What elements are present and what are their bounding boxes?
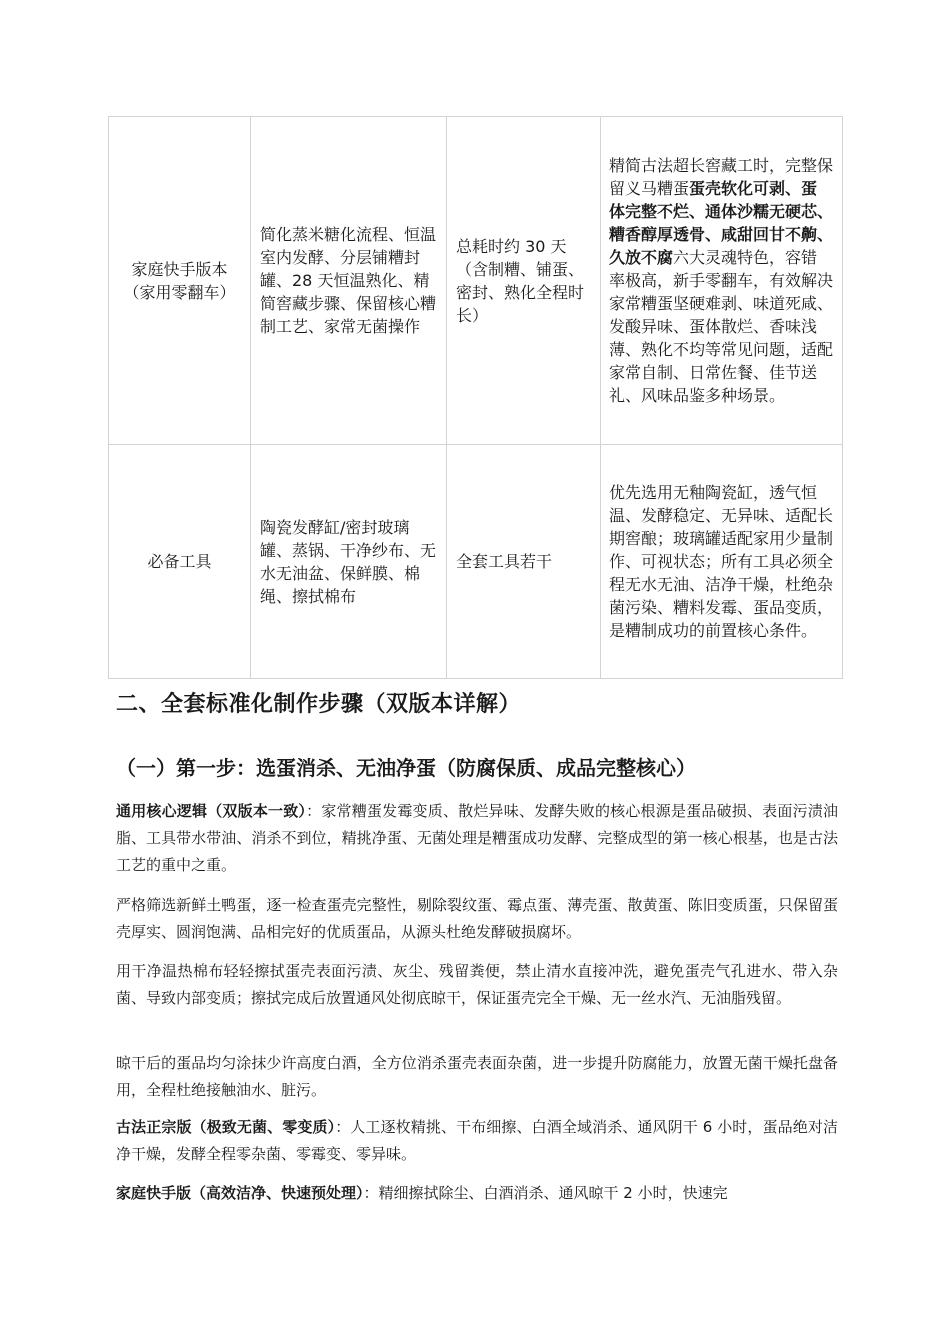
paragraph [116, 958, 838, 1012]
time-cell: 全套工具若干 [447, 445, 601, 679]
subsection-heading: （一）第一步：选蛋消杀、无油净蛋（防腐保质、成品完整核心） [116, 756, 696, 780]
table-row [109, 445, 843, 679]
row-label-cell: 家庭快手版本（家用零翻车） [109, 117, 251, 445]
process-cell: 陶瓷发酵缸/密封玻璃罐、蒸锅、干净纱布、无水无油盆、保鲜膜、棉绳、擦拭棉布 [251, 445, 447, 679]
paragraph-text: ：精细擦拭除尘、白酒消杀、通风晾干 2 小时，快速完 [363, 1184, 728, 1202]
paragraph [116, 1114, 838, 1168]
paragraph-text: ：家常糟蛋发霉变质、散烂异味、发酵失败的核心根源是蛋品破损、表面污渍油脂、工具带水带油、消杀不到位，精挑净蛋、无菌处理是糟蛋成功发酵、完整成型的第一核心根基，也是古法工艺的重中之重。 [116, 802, 838, 874]
paragraph-lead: 家庭快手版（高效洁净、快速预处理） [116, 1184, 364, 1202]
version-spec-table [108, 116, 843, 679]
row-label-cell: 必备工具 [109, 445, 251, 679]
paragraph [116, 1180, 838, 1207]
description-cell [601, 117, 843, 445]
paragraph-lead: 古法正宗版（极致无菌、零变质） [116, 1118, 336, 1136]
section-heading: 二、全套标准化制作步骤（双版本详解） [116, 692, 522, 717]
paragraph [116, 798, 838, 879]
description-text: 精简古法超长窖藏工时，完整保留义马糟蛋 [609, 156, 834, 198]
process-cell: 简化蒸米糖化流程、恒温室内发酵、分层铺糟封罐、28 天恒温熟化、精简窖藏步骤、保留核心糟制工艺、家常无菌操作 [251, 117, 447, 445]
paragraph-text: ：人工逐枚精挑、干布细擦、白酒全域消杀、通风阴干 6 小时，蛋品绝对洁净干燥，发酵全程零杂菌、零霉变、零异味。 [116, 1118, 838, 1163]
paragraph [116, 1050, 838, 1104]
paragraph-lead: 通用核心逻辑（双版本一致） [116, 802, 307, 820]
paragraph [116, 892, 838, 946]
paragraph-text: 晾干后的蛋品均匀涂抹少许高度白酒，全方位消杀蛋壳表面杂菌，进一步提升防腐能力，放置无菌干燥托盘备用，全程杜绝接触油水、脏污。 [116, 1054, 838, 1099]
description-text: 六大灵魂特色，容错率极高，新手零翻车，有效解决家常糟蛋坚硬难剥、味道死咸、发酸异味、蛋体散烂、香味浅薄、熟化不均等常见问题，适配家常自制、日常佐餐、佳节送礼、风味品鉴多种场景。 [609, 248, 834, 405]
table-row [109, 117, 843, 445]
paragraph-text: 严格筛选新鲜土鸭蛋，逐一检查蛋壳完整性，剔除裂纹蛋、霉点蛋、薄壳蛋、散黄蛋、陈旧变质蛋，只保留蛋壳厚实、圆润饱满、品相完好的优质蛋品，从源头杜绝发酵破损腐坏。 [116, 896, 838, 941]
description-cell: 优先选用无釉陶瓷缸，透气恒温、发酵稳定、无异味、适配长期窖酿；玻璃罐适配家用少量制作、可视状态；所有工具必须全程无水无油、洁净干燥，杜绝杂菌污染、糟料发霉、蛋品变质，是糟制成功的前置核心条件。 [601, 445, 843, 679]
description-bold-text: 蛋壳软化可剥、蛋体完整不烂、通体沙糯无硬芯、糟香醇厚透骨、咸甜回甘不齁、久放不腐 [609, 179, 834, 267]
paragraph-text: 用干净温热棉布轻轻擦拭蛋壳表面污渍、灰尘、残留粪便，禁止清水直接冲洗，避免蛋壳气孔进水、带入杂菌、导致内部变质；擦拭完成后放置通风处彻底晾干，保证蛋壳完全干燥、无一丝水汽、无油脂残留。 [116, 962, 838, 1007]
time-cell: 总耗时约 30 天（含制糟、铺蛋、密封、熟化全程时长） [447, 117, 601, 445]
